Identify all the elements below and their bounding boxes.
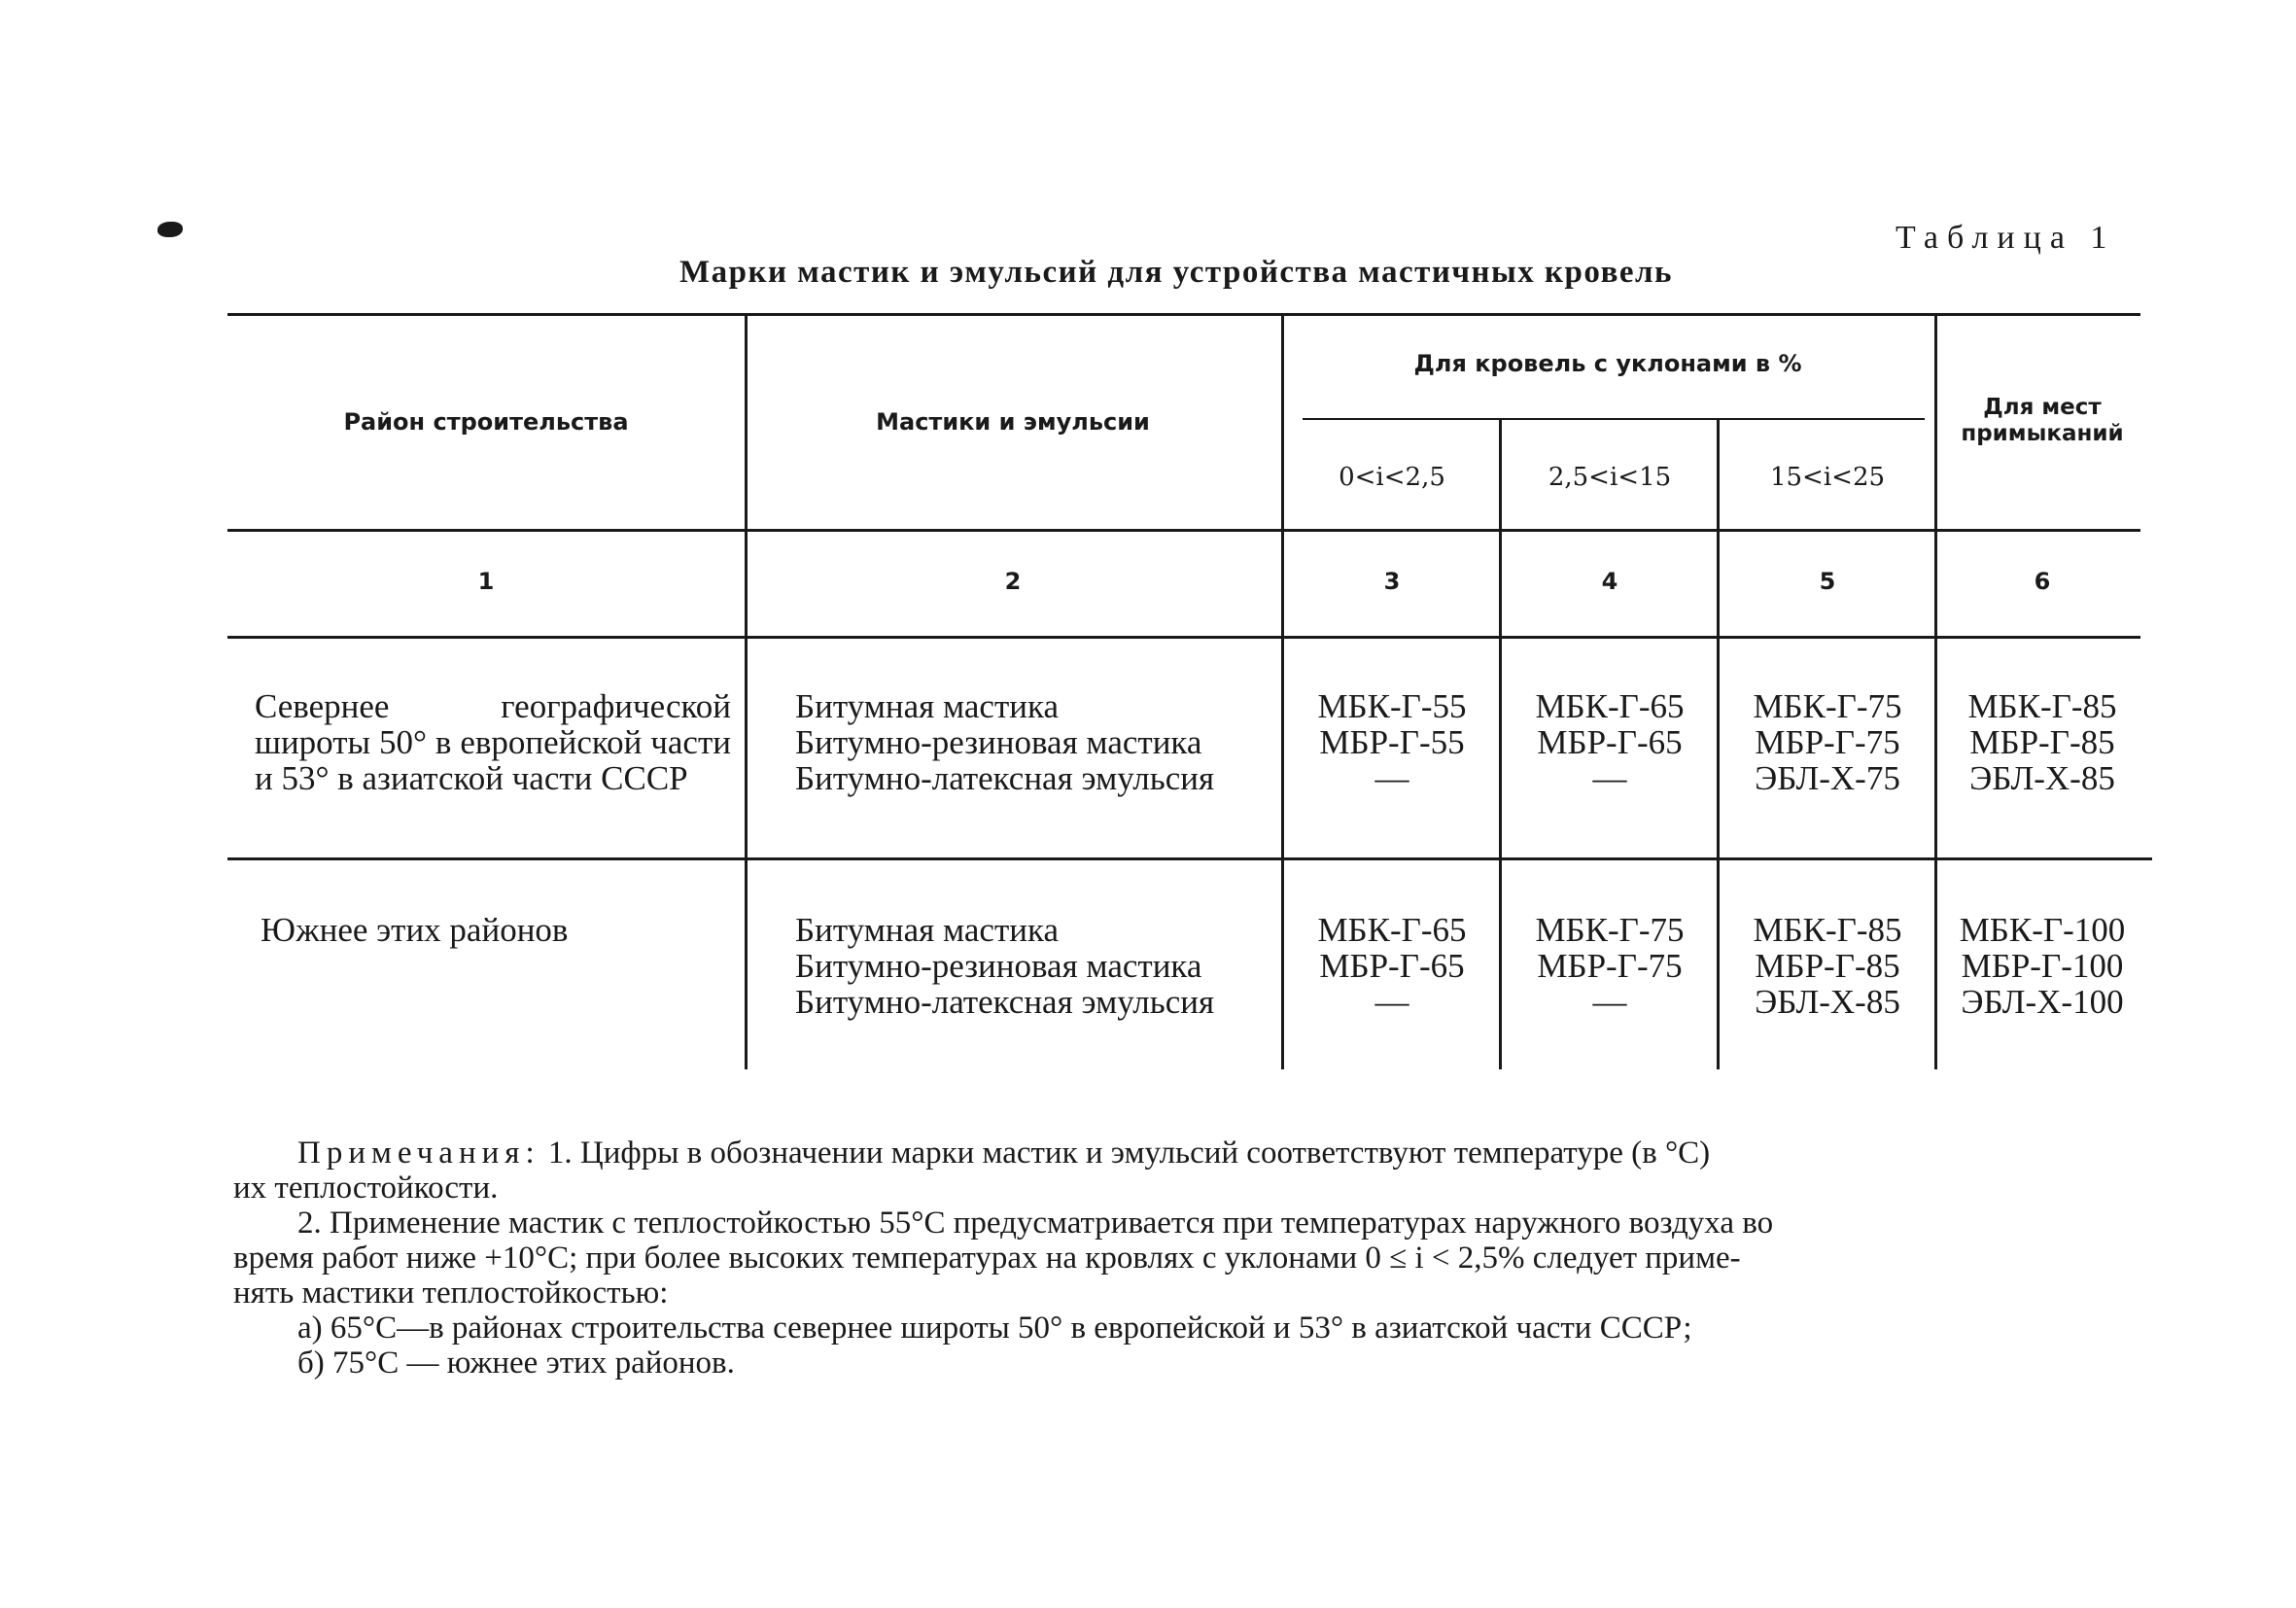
table-row-2-slope-2 — [1505, 912, 1715, 1020]
col-number-2: 2 — [1004, 568, 1022, 595]
header-slope-3: 15<i<25 — [1769, 463, 1886, 492]
material-item: Битумно-латексная эмульсия — [795, 759, 1215, 797]
table-label: Таблица 1 — [1896, 220, 2116, 256]
mark-item: МБР-Г-75 — [1537, 947, 1683, 985]
header-slope-1: 0<i<2,5 — [1339, 463, 1445, 492]
mark-item: — — [1592, 983, 1627, 1021]
notes-block — [233, 1136, 2148, 1381]
mark-item: МБР-Г-65 — [1319, 947, 1465, 985]
col-number-4: 4 — [1601, 568, 1618, 595]
table-row-2-slope-3 — [1722, 912, 1932, 1020]
col-divider-5 — [1934, 316, 1937, 1069]
col-divider-1 — [745, 316, 748, 1069]
note-1-line-2: их теплостойкости. — [233, 1171, 499, 1206]
note-2-line-3: нять мастики теплостойкостью: — [233, 1276, 669, 1311]
rule-numbers-bottom — [227, 636, 2140, 639]
note-1-line-1 — [233, 1136, 2148, 1171]
mark-item: МБК-Г-85 — [1753, 911, 1902, 949]
mark-item: МБК-Г-75 — [1753, 687, 1902, 725]
rule-top — [227, 313, 2140, 316]
mark-item: МБК-Г-55 — [1317, 687, 1467, 725]
note-2-line-2: время работ ниже +10°С; при более высоких температурах на кровлях с уклонами 0 ≤ i < 2,5% следует приме- — [233, 1241, 1741, 1276]
material-item: Битумная мастика — [795, 687, 1059, 725]
note-1-text: 1. Цифры в обозначении марки мастик и эмульсий соответствуют температуре (в °С) — [547, 1136, 1711, 1171]
corner-mark-icon — [157, 222, 183, 237]
col-divider-3 — [1499, 420, 1502, 1069]
mark-item: ЭБЛ-Х-75 — [1755, 759, 1900, 797]
mark-item: МБК-Г-65 — [1535, 687, 1685, 725]
material-item: Битумно-латексная эмульсия — [795, 983, 1215, 1021]
table-row-1-slope-1 — [1287, 688, 1497, 796]
mark-item: МБР-Г-65 — [1537, 723, 1683, 761]
table-title: Марки мастик и эмульсий для устройства мастичных кровель — [678, 255, 1674, 290]
mark-item: — — [1592, 759, 1627, 797]
note-2-line-1: 2. Применение мастик с теплостойкостью 55°С предусматривается при температурах наружного воздуха во — [297, 1206, 1774, 1241]
material-item: Битумная мастика — [795, 911, 1059, 949]
table-row-1-region: Севернее географической широты 50° в европейской части и 53° в азиатской части СССР — [255, 687, 731, 797]
header-slope-2: 2,5<i<15 — [1548, 463, 1672, 492]
material-item: Битумно-резиновая мастика — [795, 723, 1202, 761]
header-junctions: Для мест примыканий — [1961, 395, 2124, 446]
rule-slopes-group — [1303, 418, 1925, 420]
col-number-3: 3 — [1383, 568, 1401, 595]
mark-item: ЭБЛ-Х-85 — [1969, 759, 2115, 797]
mark-item: МБР-Г-100 — [1961, 947, 2124, 985]
col-divider-2 — [1281, 316, 1284, 1069]
material-item: Битумно-резиновая мастика — [795, 947, 1202, 985]
col-divider-4 — [1717, 420, 1720, 1069]
header-region: Район строительства — [343, 408, 629, 436]
rule-header-bottom — [227, 529, 2140, 532]
mark-item: — — [1374, 759, 1409, 797]
table-row-2-region: Южнее этих районов — [261, 911, 569, 949]
rule-row-separator — [227, 857, 2152, 860]
col-number-1: 1 — [477, 568, 495, 595]
col-number-5: 5 — [1819, 568, 1836, 595]
mark-item: МБК-Г-65 — [1317, 911, 1467, 949]
mark-item: МБР-Г-85 — [1755, 947, 1900, 985]
table-row-1-slope-2 — [1505, 688, 1715, 796]
mark-item: МБР-Г-55 — [1319, 723, 1465, 761]
table-row-1-junctions — [1940, 688, 2144, 796]
table-row-2-junctions — [1940, 912, 2144, 1020]
mark-item: МБР-Г-85 — [1969, 723, 2115, 761]
note-2-item-a: а) 65°С—в районах строительства севернее широты 50° в европейской и 53° в азиатской части СССР; — [297, 1311, 1692, 1346]
mark-item: ЭБЛ-Х-85 — [1755, 983, 1900, 1021]
mark-item: МБК-Г-85 — [1967, 687, 2117, 725]
header-slopes-group: Для кровель с уклонами в % — [1413, 350, 1802, 377]
table-row-1-slope-3 — [1722, 688, 1932, 796]
table-row-2-materials — [795, 912, 1214, 1020]
mark-item: МБР-Г-75 — [1755, 723, 1900, 761]
mark-item: — — [1374, 983, 1409, 1021]
table-row-2-slope-1 — [1287, 912, 1497, 1020]
mark-item: ЭБЛ-Х-100 — [1961, 983, 2124, 1021]
note-2-item-b: б) 75°С — южнее этих районов. — [297, 1346, 735, 1381]
mark-item: МБК-Г-75 — [1535, 911, 1685, 949]
mark-item: МБК-Г-100 — [1959, 911, 2126, 949]
notes-label: Примечания: — [297, 1136, 540, 1171]
header-materials: Мастики и эмульсии — [876, 408, 1150, 436]
col-number-6: 6 — [2034, 568, 2051, 595]
table-row-1-materials — [795, 688, 1214, 796]
